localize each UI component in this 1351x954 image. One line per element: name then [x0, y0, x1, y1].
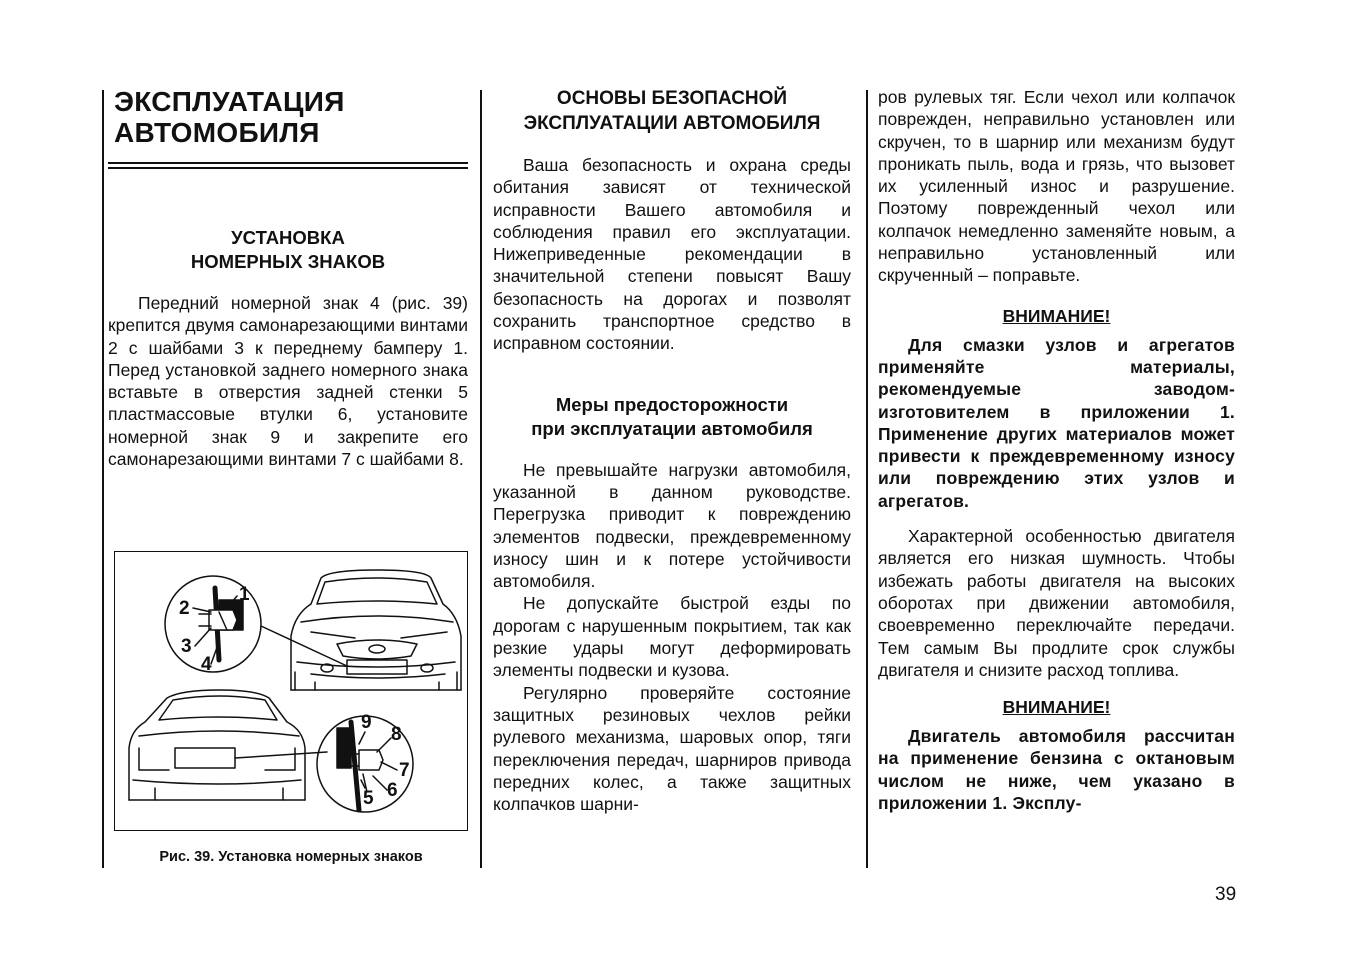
chapter-title-line1: ЭКСПЛУАТАЦИЯ: [114, 86, 345, 117]
warning-label-2: ВНИМАНИЕ!: [1002, 697, 1111, 718]
plate-installation-illustration: [115, 552, 467, 830]
precautions-title-line2: при эксплуатации автомобиля: [531, 417, 813, 439]
figure-label-1: 1: [239, 584, 250, 605]
figure-plate-installation: [114, 551, 468, 831]
warning-text-1: Для смазки узлов и агрегатов применяйте материалы, рекомендуемые заводом-изготовителем в приложении 1. Применение других материалов может привести к преждевременному износу или повреждению этих узлов и агрегатов.: [878, 334, 1235, 511]
rear-car-drawing: [129, 690, 305, 800]
figure-label-4: 4: [201, 654, 212, 675]
chapter-rule: [108, 162, 468, 164]
safety-section-title: [493, 86, 851, 136]
plates-title-line2: НОМЕРНЫХ ЗНАКОВ: [190, 251, 386, 272]
column-rule-middle-right: [866, 90, 868, 868]
plates-paragraph: Передний номерной знак 4 (рис. 39) крепится двумя самонарезающими винтами 2 с шайбами 3 к переднему бамперу 1. Перед установкой заднего номерного знака вставьте в отверстия задней стенки 5 пластмассовые втулки 6, установите номерной знак 9 и закрепите его самонарезающими винтами 7 с шайбами 8.: [108, 293, 468, 470]
figure-label-5: 5: [363, 788, 374, 809]
precautions-paragraph-2: Не допускайте быстрой езды по дорогам с нарушенным покрытием, так как резкие удары могут деформировать элементы подвески и кузова.: [493, 593, 851, 681]
precautions-paragraph-3: Регулярно проверяйте состояние защитных резиновых чехлов рейки рулевого механизма, шаровых опор, тяги переключения передач, шарниров привода передних колес, а также защитных колпачков шарни-: [493, 682, 851, 815]
boots-continued-paragraph: ров рулевых тяг. Если чехол или колпачок поврежден, неправильно установлен или скручен, то в шарнир или механизм будут проникать пыль, вода и грязь, что вызовет их усиленный износ и разрушение. Поэтому поврежденный чехол или колпачок немедленно заменяйте новым, а неправильно установленный или скрученный – поправьте.: [878, 87, 1235, 286]
precautions-title-line1: Меры предосторожности: [555, 393, 789, 415]
plates-title-line1: УСТАНОВКА: [231, 227, 345, 248]
column-3: [878, 86, 1235, 814]
page-number: 39: [1215, 884, 1237, 905]
warning-label-1: ВНИМАНИЕ!: [1002, 305, 1111, 326]
column-rule-middle-left: [480, 90, 482, 868]
plates-section-title: [108, 226, 468, 274]
column-2: [493, 86, 851, 815]
safety-paragraph: Ваша безопасность и охрана среды обитания зависят от технической исправности Вашего автомобиля и соблюдения правил его эксплуатации. Нижеприведенные рекомендации в значительной степени повысят Вашу безопасность на дорогах и позволят сохранить транспортное средство в исправном состоянии.: [493, 155, 851, 354]
precautions-paragraph-1: Не превышайте нагрузки автомобиля, указанной в данном руководстве. Перегрузка приводит к повреждению элементов подвески, преждевременному износу шин и к потере устойчивости автомобиля.: [493, 459, 851, 592]
chapter-title-line2: АВТОМОБИЛЯ: [114, 117, 320, 148]
rear-pointer-line: [235, 752, 327, 758]
column-rule-left: [102, 90, 104, 868]
chapter-title: [108, 86, 468, 148]
figure-label-8: 8: [391, 724, 402, 745]
safety-title-line1: ОСНОВЫ БЕЗОПАСНОЙ: [556, 88, 788, 109]
safety-title-line2: ЭКСПЛУАТАЦИИ АВТОМОБИЛЯ: [523, 113, 821, 134]
engine-paragraph: Характерной особенностью двигателя является его низкая шумность. Чтобы избежать работы двигателя на высоких оборотах при движении автомобиля, своевременно переключайте передачи. Тем самым Вы продлите срок службы двигателя и снизите расход топлива.: [878, 526, 1235, 680]
front-pointer-line: [261, 626, 347, 666]
front-car-drawing: [291, 570, 461, 690]
figure-caption: Рис. 39. Установка номерных знаков: [159, 849, 423, 865]
figure-label-2: 2: [179, 598, 190, 619]
precautions-section-title: [493, 393, 851, 441]
figure-label-6: 6: [387, 780, 398, 801]
column-1: [108, 86, 468, 470]
figure-label-3: 3: [181, 636, 192, 657]
warning-text-2: Двигатель автомобиля рассчитан на применение бензина с октановым числом не ниже, чем указано в приложении 1. Эксплу-: [878, 726, 1235, 814]
figure-label-7: 7: [399, 760, 410, 781]
figure-label-9: 9: [361, 712, 372, 733]
